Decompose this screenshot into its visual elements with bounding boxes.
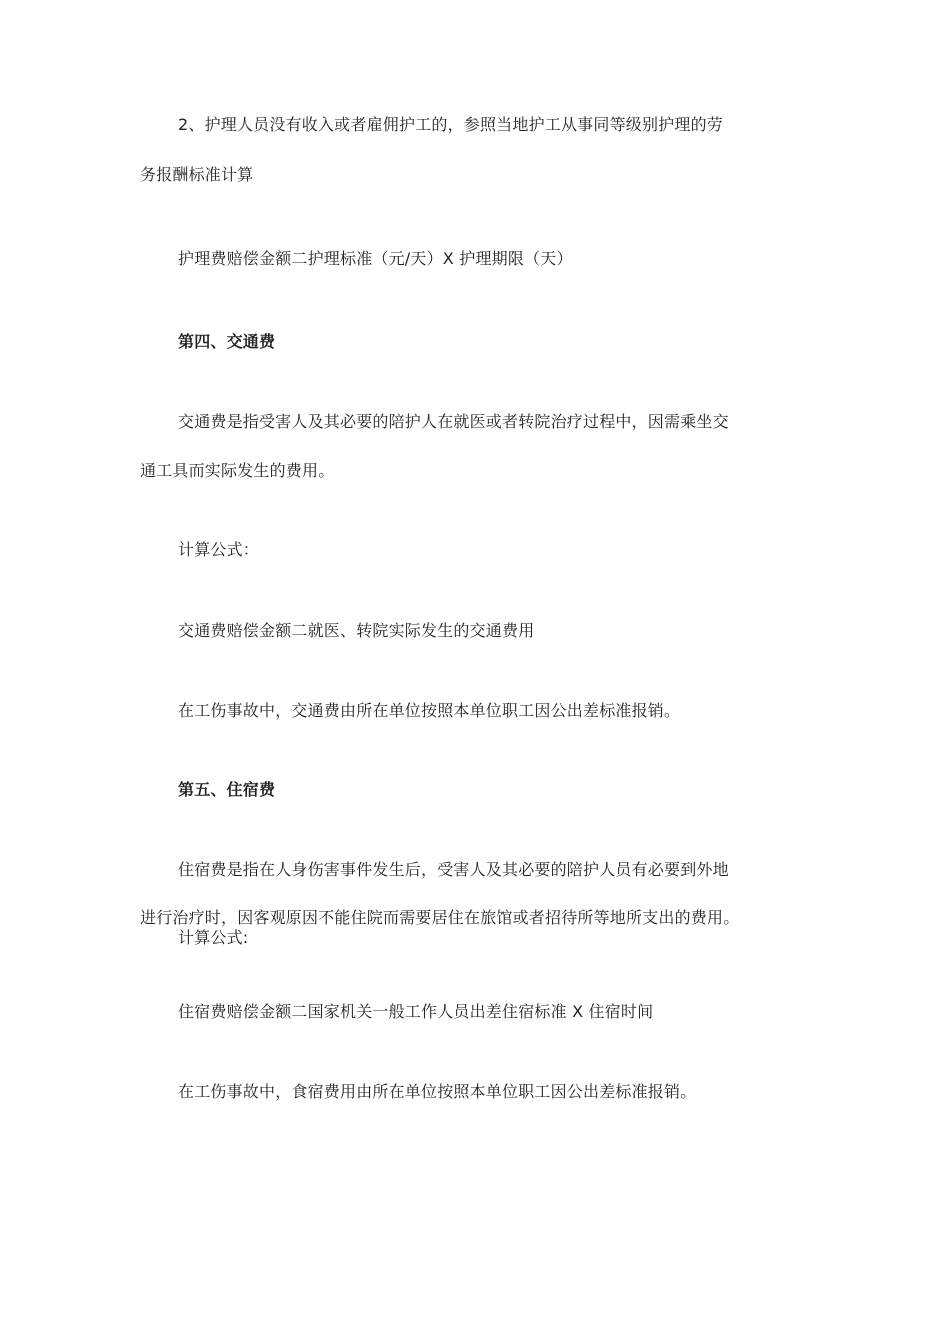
transport-formula-label: 计算公式： [178,540,260,559]
lodging-formula-label: 计算公式: [178,928,249,947]
paragraph-transport-definition-line-2: 通工具而实际发生的费用。 [140,461,335,480]
lodging-fee-formula: 住宿费赔偿金额二国家机关一般工作人员出差住宿标准 X 住宿时间 [178,1002,654,1021]
transport-work-injury-note: 在工伤事故中，交通费由所在单位按照本单位职工因公出差标准报销。 [178,701,681,720]
lodging-work-injury-note: 在工伤事故中，食宿费用由所在单位按照本单位职工因公出差标准报销。 [178,1082,697,1101]
paragraph-nursing-no-income-line-1: 2、护理人员没有收入或者雇佣护工的，参照当地护工从事同等级别护理的劳 [178,115,723,134]
paragraph-lodging-definition-line-1: 住宿费是指在人身伤害事件发生后，受害人及其必要的陪护人员有必要到外地 [178,860,729,879]
section-heading-lodging: 第五、住宿费 [178,780,276,799]
paragraph-lodging-definition-line-2: 进行治疗时，因客观原因不能住院而需要居住在旅馆或者招待所等地所支出的费用。 [140,908,740,927]
paragraph-nursing-no-income-line-2: 务报酬标准计算 [140,165,254,184]
section-heading-transport: 第四、交通费 [178,332,276,351]
transport-fee-formula: 交通费赔偿金额二就医、转院实际发生的交通费用 [178,621,535,640]
paragraph-transport-definition-line-1: 交通费是指受害人及其必要的陪护人在就医或者转院治疗过程中，因需乘坐交 [178,412,729,431]
nursing-fee-formula: 护理费赔偿金额二护理标准（元/天）X 护理期限（天） [178,249,573,268]
